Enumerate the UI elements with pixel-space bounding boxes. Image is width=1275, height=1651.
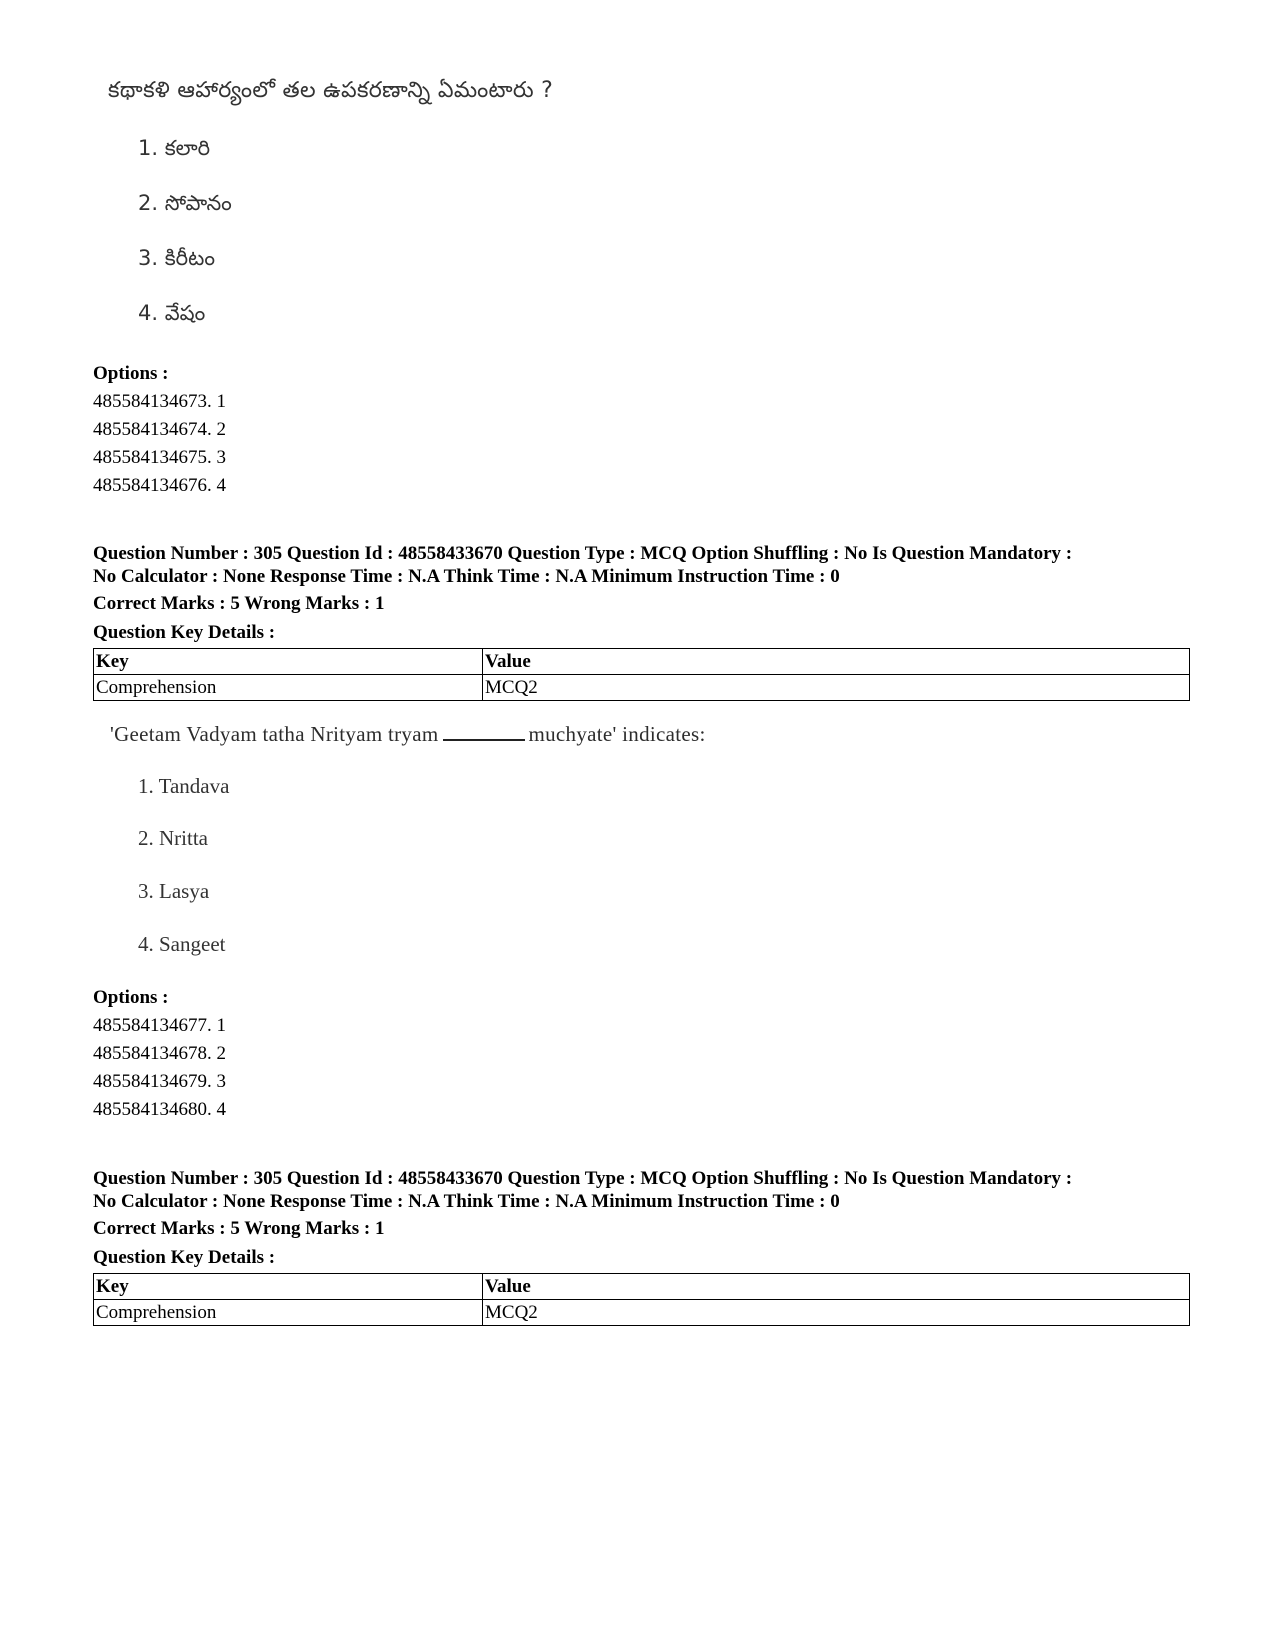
options-label: Options : xyxy=(93,363,169,384)
option-id: 485584134674. 2 xyxy=(93,419,226,440)
header-key: Key xyxy=(94,1274,483,1300)
cell-value: MCQ2 xyxy=(483,675,1190,701)
table-header-row xyxy=(94,1274,1190,1300)
choice-1: 1. కలారి xyxy=(138,136,211,160)
question-image-english xyxy=(108,722,868,962)
choice-3: 3. కిరీటం xyxy=(138,246,215,270)
question-image-telugu xyxy=(108,78,808,348)
choice-2: 2. సోపానం xyxy=(138,191,232,215)
choice-1: 1. Tandava xyxy=(138,774,230,798)
option-id: 485584134676. 4 xyxy=(93,475,226,496)
header-value: Value xyxy=(483,649,1190,675)
header-key: Key xyxy=(94,649,483,675)
question-stem: కథాకళి ఆహార్యంలో తల ఉపకరణాన్ని ఏమంటారు ? xyxy=(108,78,554,103)
option-id: 485584134680. 4 xyxy=(93,1099,226,1120)
meta-line-2: No Calculator : None Response Time : N.A Think Time : N.A Minimum Instruction Time : 0 xyxy=(93,1191,840,1212)
choice-3: 3. Lasya xyxy=(138,879,210,903)
cell-key: Comprehension xyxy=(94,675,483,701)
option-id: 485584134678. 2 xyxy=(93,1043,226,1064)
choice-4: 4. Sangeet xyxy=(138,932,226,956)
header-value: Value xyxy=(483,1274,1190,1300)
options-label: Options : xyxy=(93,987,169,1008)
marks-line: Correct Marks : 5 Wrong Marks : 1 xyxy=(93,1218,385,1239)
option-id: 485584134677. 1 xyxy=(93,1015,226,1036)
cell-key: Comprehension xyxy=(94,1300,483,1326)
choice-4: 4. వేషం xyxy=(138,301,206,325)
table-row xyxy=(94,675,1190,701)
cell-value: MCQ2 xyxy=(483,1300,1190,1326)
meta-line-1: Question Number : 305 Question Id : 48558433670 Question Type : MCQ Option Shuffling : No Is Question Mandatory : xyxy=(93,1168,1073,1189)
option-id: 485584134673. 1 xyxy=(93,391,226,412)
table-row xyxy=(94,1300,1190,1326)
table-header-row xyxy=(94,649,1190,675)
option-id: 485584134675. 3 xyxy=(93,447,226,468)
choice-2: 2. Nritta xyxy=(138,826,208,850)
meta-line-2: No Calculator : None Response Time : N.A Think Time : N.A Minimum Instruction Time : 0 xyxy=(93,566,840,587)
question-meta xyxy=(93,542,1203,588)
marks-line: Correct Marks : 5 Wrong Marks : 1 xyxy=(93,593,385,614)
option-id: 485584134679. 3 xyxy=(93,1071,226,1092)
meta-line-1: Question Number : 305 Question Id : 48558433670 Question Type : MCQ Option Shuffling : No Is Question Mandatory : xyxy=(93,543,1073,564)
key-value-table xyxy=(93,648,1190,701)
question-stem xyxy=(110,722,706,747)
stem-before-blank: 'Geetam Vadyam tatha Nrityam tryam xyxy=(110,722,439,746)
blank-line xyxy=(443,723,525,741)
key-value-table xyxy=(93,1273,1190,1326)
question-meta xyxy=(93,1167,1203,1213)
key-details-label: Question Key Details : xyxy=(93,1247,276,1268)
stem-after-blank: muchyate' indicates: xyxy=(528,722,706,746)
key-details-label: Question Key Details : xyxy=(93,622,276,643)
